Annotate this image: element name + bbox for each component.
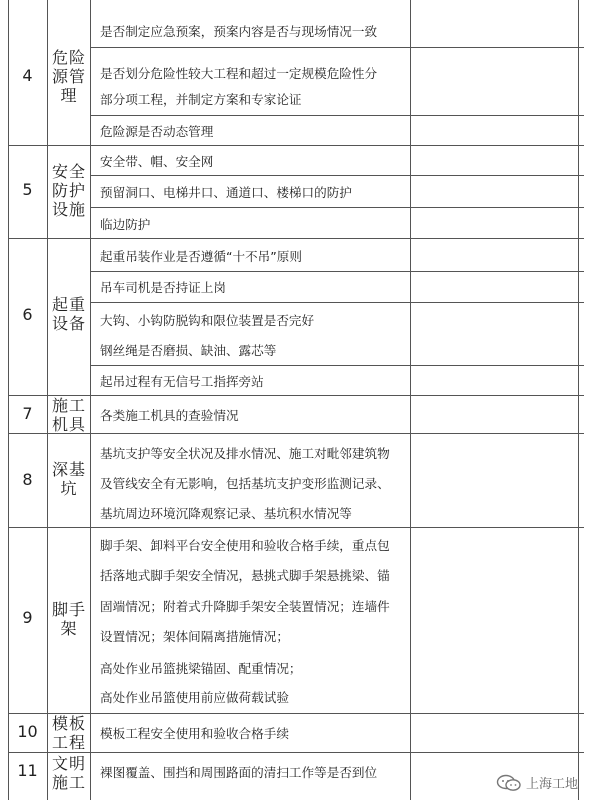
check-item: 是否制定应急预案，预案内容是否与现场情况一致 bbox=[100, 24, 378, 39]
row-number: 10 bbox=[17, 722, 38, 741]
category-line: 设施 bbox=[51, 200, 86, 219]
row-number: 11 bbox=[17, 761, 38, 780]
item-divider bbox=[90, 175, 584, 176]
row-divider bbox=[8, 527, 584, 528]
row-divider bbox=[8, 752, 584, 753]
category-line: 施工 bbox=[51, 773, 86, 792]
table-border-left bbox=[8, 0, 9, 800]
row-number: 6 bbox=[22, 305, 33, 324]
item-divider bbox=[90, 207, 584, 208]
row-divider bbox=[8, 145, 584, 146]
row-category bbox=[48, 162, 90, 219]
check-item-continued: 设置情况；架体间隔离措施情况； bbox=[100, 629, 289, 644]
column-divider bbox=[90, 0, 91, 800]
category-line: 源管 bbox=[51, 67, 86, 86]
table-border-right bbox=[578, 0, 579, 800]
row-divider bbox=[8, 433, 584, 434]
category-line: 危险 bbox=[51, 48, 86, 67]
category-line: 防护 bbox=[51, 181, 86, 200]
category-line: 设备 bbox=[51, 314, 86, 333]
item-divider bbox=[90, 115, 584, 116]
category-line: 脚手 bbox=[51, 600, 86, 619]
row-category bbox=[48, 600, 90, 638]
item-divider bbox=[90, 271, 584, 272]
item-divider bbox=[90, 302, 584, 303]
category-line: 深基 bbox=[51, 460, 86, 479]
check-item: 吊车司机是否持证上岗 bbox=[100, 280, 226, 295]
category-line: 文明 bbox=[51, 754, 86, 773]
row-divider bbox=[8, 238, 584, 239]
check-item-continued: 及管线安全有无影响，包括基坑支护变形监测记录、 bbox=[100, 476, 390, 491]
category-line: 理 bbox=[60, 86, 78, 105]
check-item: 是否划分危险性较大工程和超过一定规模危险性分 bbox=[100, 66, 378, 81]
category-line: 安全 bbox=[51, 162, 86, 181]
row-category bbox=[48, 714, 90, 752]
check-item: 起吊过程有无信号工指挥旁站 bbox=[100, 374, 264, 389]
row-number: 9 bbox=[22, 608, 33, 627]
category-line: 施工 bbox=[51, 396, 86, 415]
category-line: 起重 bbox=[51, 295, 86, 314]
row-number: 5 bbox=[22, 180, 33, 199]
check-item-continued: 基坑周边环境沉降观察记录、基坑积水情况等 bbox=[100, 506, 352, 521]
item-divider bbox=[90, 47, 584, 48]
row-category bbox=[48, 396, 90, 434]
check-item-continued: 高处作业吊篮挑梁锚固、配重情况； bbox=[100, 661, 302, 676]
check-item: 基坑支护等安全状况及排水情况、施工对毗邻建筑物 bbox=[100, 446, 390, 461]
row-divider bbox=[8, 713, 584, 714]
wechat-icon bbox=[496, 774, 522, 792]
check-item: 起重吊装作业是否遵循“十不吊”原则 bbox=[100, 249, 302, 264]
watermark bbox=[496, 773, 578, 792]
row-category bbox=[48, 754, 90, 792]
row-number: 8 bbox=[22, 470, 33, 489]
check-item: 大钩、小钩防脱钩和限位装置是否完好 bbox=[100, 313, 315, 328]
row-category bbox=[48, 48, 90, 105]
category-line: 工程 bbox=[51, 733, 86, 752]
row-number: 7 bbox=[22, 404, 33, 423]
check-item: 脚手架、卸料平台安全使用和验收合格手续，重点包 bbox=[100, 538, 390, 553]
check-item: 预留洞口、电梯井口、通道口、楼梯口的防护 bbox=[100, 185, 352, 200]
watermark-text: 上海工地 bbox=[525, 777, 578, 792]
check-item-continued: 括落地式脚手架安全情况，悬挑式脚手架悬挑梁、锚 bbox=[100, 568, 390, 583]
category-line: 架 bbox=[60, 619, 78, 638]
row-category bbox=[48, 460, 90, 498]
check-item: 临边防护 bbox=[100, 217, 151, 232]
check-item: 安全带、帽、安全网 bbox=[100, 154, 214, 169]
check-item-continued: 部分项工程，并制定方案和专家论证 bbox=[100, 92, 302, 107]
check-item: 裸图覆盖、围挡和周围路面的清扫工作等是否到位 bbox=[100, 765, 378, 780]
column-divider bbox=[410, 0, 411, 800]
row-number: 4 bbox=[22, 66, 33, 85]
check-item: 各类施工机具的查验情况 bbox=[100, 408, 239, 423]
row-category bbox=[48, 295, 90, 333]
check-item: 危险源是否动态管理 bbox=[100, 124, 214, 139]
category-line: 坑 bbox=[60, 479, 78, 498]
category-line: 模板 bbox=[51, 714, 86, 733]
check-item-continued: 固端情况；附着式升降脚手架安全装置情况；连墙件 bbox=[100, 599, 390, 614]
item-divider bbox=[90, 365, 584, 366]
row-divider bbox=[8, 395, 584, 396]
category-line: 机具 bbox=[51, 415, 86, 434]
check-item-continued: 高处作业吊篮使用前应做荷载试验 bbox=[100, 690, 289, 705]
check-item: 模板工程安全使用和验收合格手续 bbox=[100, 726, 289, 741]
check-item: 钢丝绳是否磨损、缺油、露芯等 bbox=[100, 343, 277, 358]
